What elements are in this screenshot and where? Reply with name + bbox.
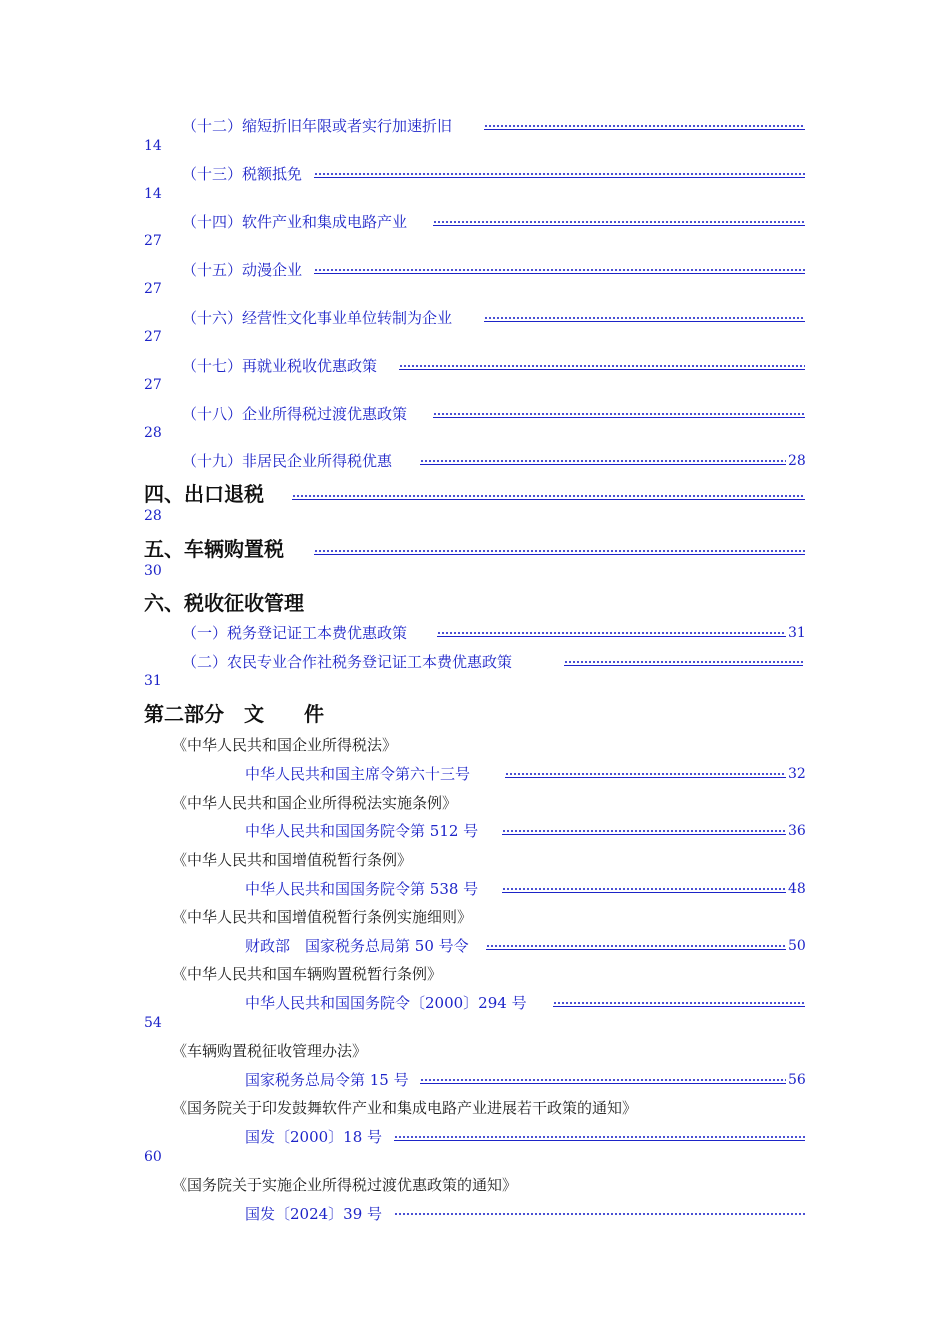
dot-leader [502,887,786,893]
document-title: 《国务院关于印发鼓舞软件产业和集成电路产业进展若干政策的通知》 [172,1099,638,1117]
dot-leader [486,944,786,950]
dot-leader [484,316,805,322]
part-title: 第二部分 文 件 [144,702,324,726]
toc-entry-label: （二）农民专业合作社税务登记证工本费优惠政策 [182,653,513,671]
page-number: 27 [144,329,162,345]
document-title: 《国务院关于实施企业所得税过渡优惠政策的通知》 [172,1176,518,1194]
document-ref: 国发〔2000〕18 号 [245,1128,383,1146]
document-title: 《车辆购置税征收管理办法》 [172,1042,368,1060]
dot-leader [553,1001,805,1007]
toc-entry-label: （十九）非居民企业所得税优惠 [182,452,393,470]
dot-leader [292,494,805,500]
toc-entry-label: （一）税务登记证工本费优惠政策 [182,624,408,642]
dot-leader [437,631,786,637]
dot-leader [314,549,805,555]
toc-entry-label: （十五）动漫企业 [182,261,303,279]
page-number: 31 [144,673,162,689]
dot-leader [433,220,805,226]
dot-leader [505,772,786,778]
page-number: 14 [144,186,162,202]
page-number: 28 [788,453,806,469]
dot-leader [502,829,786,835]
page-number: 27 [144,233,162,249]
page-number: 28 [144,508,162,524]
document-ref: 中华人民共和国国务院令第 538 号 [245,880,479,898]
page-number: 54 [144,1015,162,1031]
page-number: 48 [788,881,806,897]
dot-leader [484,124,805,130]
dot-leader [394,1135,805,1141]
document-title: 《中华人民共和国企业所得税法》 [172,736,398,754]
document-ref: 中华人民共和国国务院令第 512 号 [245,822,479,840]
page-number: 27 [144,281,162,297]
dot-leader [433,412,805,418]
page-number: 60 [144,1149,162,1165]
toc-entry-label: （十三）税额抵免 [182,165,303,183]
document-ref: 中华人民共和国国务院令〔2000〕294 号 [245,994,527,1012]
toc-entry-label: （十六）经营性文化事业单位转制为企业 [182,309,453,327]
dot-leader [394,1212,805,1217]
document-title: 《中华人民共和国增值税暂行条例实施细则》 [172,908,473,926]
document-ref: 国发〔2024〕39 号 [245,1205,383,1223]
toc-entry-label: （十二）缩短折旧年限或者实行加速折旧 [182,117,453,135]
toc-entry-label: （十七）再就业税收优惠政策 [182,357,378,375]
section-heading: 五、车辆购置税 [144,537,284,561]
toc-entry-label: （十八）企业所得税过渡优惠政策 [182,405,408,423]
dot-leader [314,268,805,274]
page-number: 28 [144,425,162,441]
dot-leader [420,1078,786,1084]
document-title: 《中华人民共和国车辆购置税暂行条例》 [172,965,443,983]
dot-leader [564,660,803,666]
document-ref: 财政部 国家税务总局第 50 号令 [245,937,469,955]
document-ref: 中华人民共和国主席令第六十三号 [245,765,471,783]
page-number: 14 [144,138,162,154]
page-number: 36 [788,823,806,839]
page-number: 50 [788,938,806,954]
toc-entry-label: （十四）软件产业和集成电路产业 [182,213,408,231]
document-title: 《中华人民共和国增值税暂行条例》 [172,851,413,869]
section-heading: 六、税收征收管理 [144,591,304,615]
page-number: 31 [788,625,806,641]
document-ref: 国家税务总局令第 15 号 [245,1071,409,1089]
section-heading: 四、出口退税 [144,482,264,506]
dot-leader [399,364,805,370]
page-number: 32 [788,766,806,782]
page-number: 27 [144,377,162,393]
page-number: 30 [144,563,162,579]
document-title: 《中华人民共和国企业所得税法实施条例》 [172,794,458,812]
page-number: 56 [788,1072,806,1088]
dot-leader [314,172,805,178]
dot-leader [420,459,786,465]
